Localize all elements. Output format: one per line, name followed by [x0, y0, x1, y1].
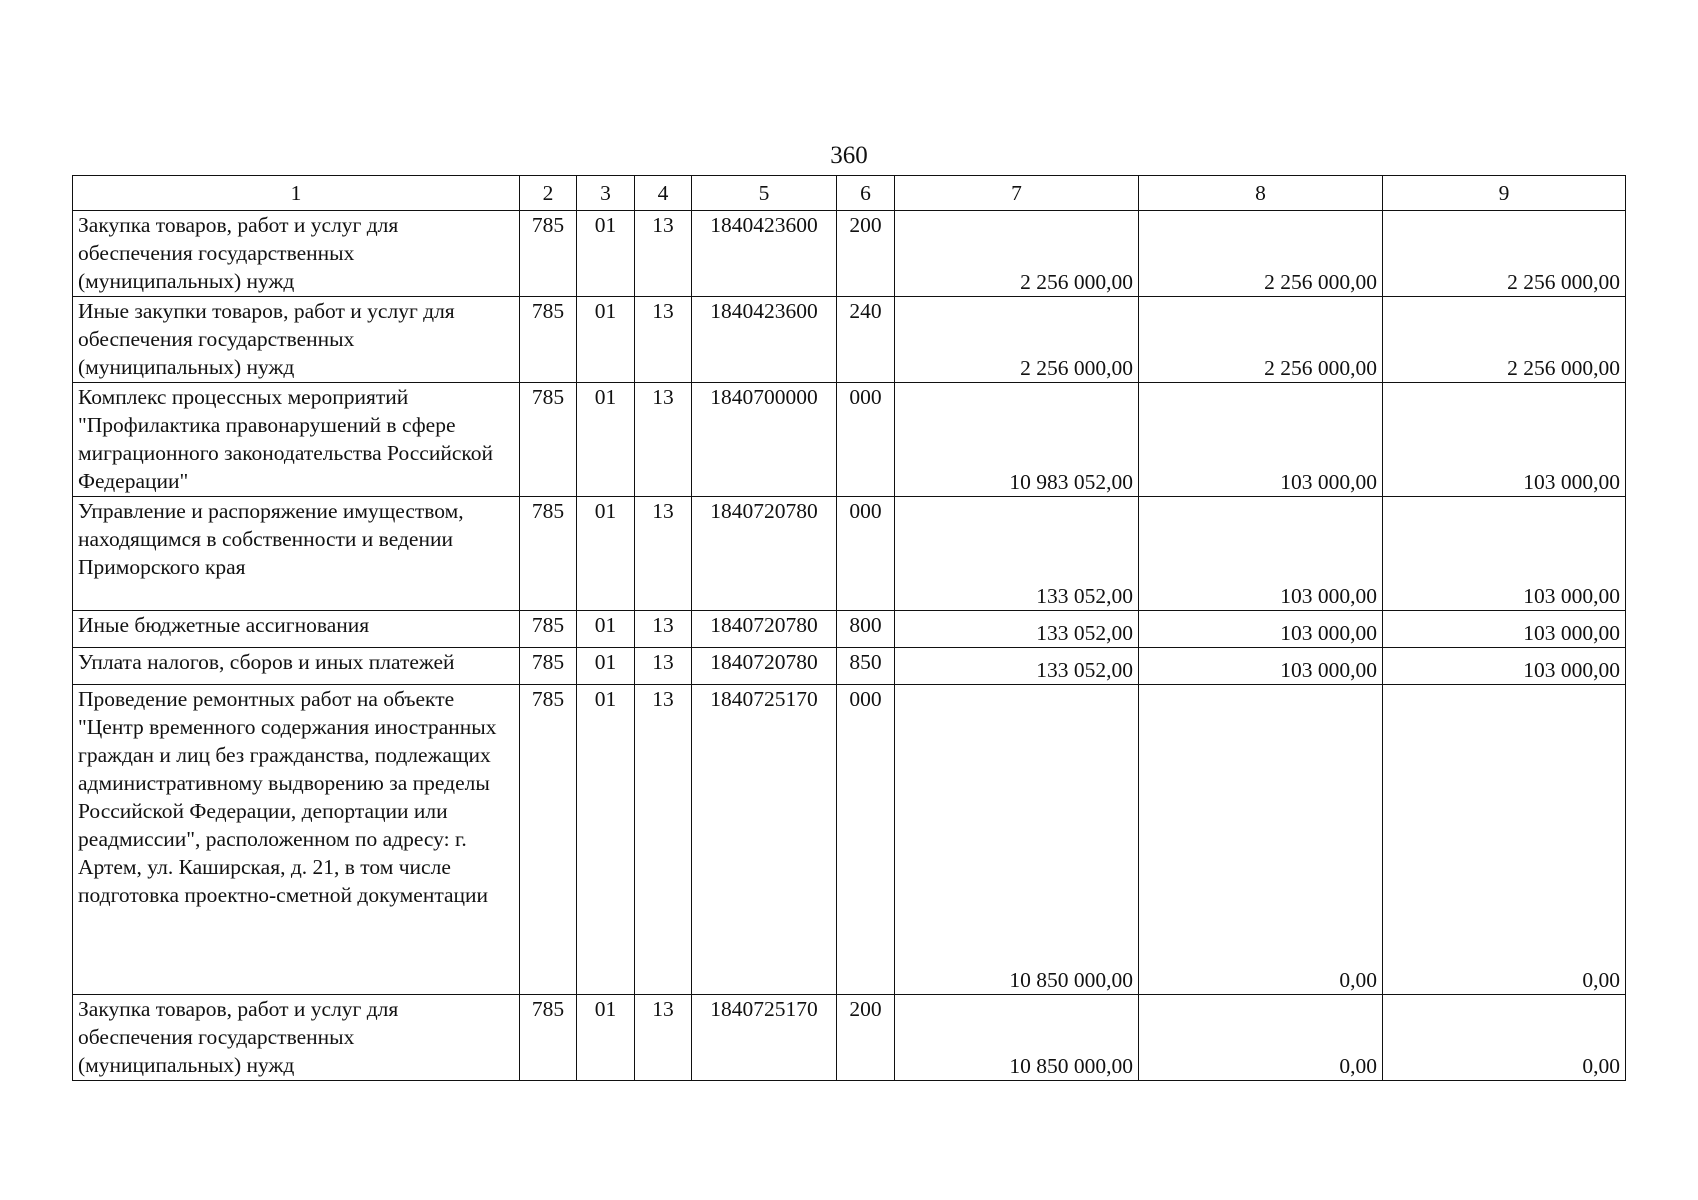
cell-subsection: 13: [635, 611, 692, 648]
cell-amount-8: 0,00: [1139, 685, 1383, 995]
cell-target-article: 1840720780: [692, 497, 837, 611]
column-header: 3: [577, 176, 635, 211]
cell-section: 01: [577, 497, 635, 611]
cell-amount-7: 133 052,00: [895, 648, 1139, 685]
cell-target-article: 1840700000: [692, 383, 837, 497]
cell-code: 785: [520, 648, 577, 685]
column-header: 7: [895, 176, 1139, 211]
cell-expense-type: 200: [837, 995, 895, 1081]
cell-section: 01: [577, 383, 635, 497]
cell-amount-7: 10 850 000,00: [895, 995, 1139, 1081]
cell-expense-type: 800: [837, 611, 895, 648]
column-header: 4: [635, 176, 692, 211]
page-number: 360: [830, 142, 868, 169]
cell-amount-9: 2 256 000,00: [1383, 297, 1626, 383]
table-row: [73, 648, 1626, 685]
table-row: [73, 611, 1626, 648]
cell-subsection: 13: [635, 383, 692, 497]
row-name: Закупка товаров, работ и услуг для обеспечения государственных (муниципальных) нужд: [73, 995, 520, 1081]
cell-section: 01: [577, 297, 635, 383]
column-header: 9: [1383, 176, 1626, 211]
cell-amount-8: 0,00: [1139, 995, 1383, 1081]
cell-section: 01: [577, 611, 635, 648]
table-row: [73, 297, 1626, 383]
column-header: 1: [73, 176, 520, 211]
cell-amount-7: 2 256 000,00: [895, 211, 1139, 297]
cell-expense-type: 850: [837, 648, 895, 685]
cell-amount-8: 2 256 000,00: [1139, 211, 1383, 297]
cell-expense-type: 240: [837, 297, 895, 383]
column-header: 6: [837, 176, 895, 211]
cell-amount-7: 10 983 052,00: [895, 383, 1139, 497]
column-header: 2: [520, 176, 577, 211]
cell-amount-9: 103 000,00: [1383, 497, 1626, 611]
cell-code: 785: [520, 297, 577, 383]
cell-target-article: 1840720780: [692, 611, 837, 648]
cell-target-article: 1840725170: [692, 995, 837, 1081]
cell-section: 01: [577, 995, 635, 1081]
cell-amount-8: 103 000,00: [1139, 497, 1383, 611]
cell-subsection: 13: [635, 995, 692, 1081]
cell-amount-9: 103 000,00: [1383, 648, 1626, 685]
cell-code: 785: [520, 497, 577, 611]
cell-expense-type: 200: [837, 211, 895, 297]
cell-amount-9: 103 000,00: [1383, 611, 1626, 648]
cell-amount-9: 0,00: [1383, 685, 1626, 995]
table-header-row: [73, 176, 1626, 211]
cell-amount-7: 10 850 000,00: [895, 685, 1139, 995]
cell-target-article: 1840423600: [692, 297, 837, 383]
cell-section: 01: [577, 211, 635, 297]
cell-target-article: 1840423600: [692, 211, 837, 297]
column-header: 8: [1139, 176, 1383, 211]
table-row: [73, 497, 1626, 611]
cell-amount-8: 2 256 000,00: [1139, 297, 1383, 383]
cell-code: 785: [520, 383, 577, 497]
cell-expense-type: 000: [837, 685, 895, 995]
cell-subsection: 13: [635, 297, 692, 383]
cell-amount-9: 103 000,00: [1383, 383, 1626, 497]
cell-subsection: 13: [635, 211, 692, 297]
cell-subsection: 13: [635, 685, 692, 995]
cell-amount-7: 2 256 000,00: [895, 297, 1139, 383]
cell-amount-8: 103 000,00: [1139, 648, 1383, 685]
cell-expense-type: 000: [837, 497, 895, 611]
table-row: [73, 383, 1626, 497]
cell-target-article: 1840720780: [692, 648, 837, 685]
row-name: Управление и распоряжение имуществом, находящимся в собственности и ведении Приморского края: [73, 497, 520, 611]
row-name: Иные закупки товаров, работ и услуг для обеспечения государственных (муниципальных) нужд: [73, 297, 520, 383]
cell-amount-9: 2 256 000,00: [1383, 211, 1626, 297]
cell-code: 785: [520, 611, 577, 648]
cell-section: 01: [577, 648, 635, 685]
table-row: [73, 685, 1626, 995]
cell-subsection: 13: [635, 648, 692, 685]
cell-code: 785: [520, 211, 577, 297]
cell-amount-8: 103 000,00: [1139, 611, 1383, 648]
cell-code: 785: [520, 995, 577, 1081]
column-header: 5: [692, 176, 837, 211]
cell-target-article: 1840725170: [692, 685, 837, 995]
row-name: Иные бюджетные ассигнования: [73, 611, 520, 648]
cell-amount-7: 133 052,00: [895, 611, 1139, 648]
cell-subsection: 13: [635, 497, 692, 611]
row-name: Проведение ремонтных работ на объекте "Центр временного содержания иностранных граждан и лиц без гражданства, подлежащих административному выдворению за пределы Российской Федерации, депортации или реадмиссии", расположенном по адресу: г. Артем, ул. Каширская, д. 21, в том числе подготовка проектно-сметной документации: [73, 685, 520, 995]
row-name: Закупка товаров, работ и услуг для обеспечения государственных (муниципальных) нужд: [73, 211, 520, 297]
cell-amount-7: 133 052,00: [895, 497, 1139, 611]
cell-amount-9: 0,00: [1383, 995, 1626, 1081]
cell-code: 785: [520, 685, 577, 995]
cell-amount-8: 103 000,00: [1139, 383, 1383, 497]
table-row: [73, 995, 1626, 1081]
budget-table: [72, 175, 1626, 1081]
row-name: Уплата налогов, сборов и иных платежей: [73, 648, 520, 685]
table-row: [73, 211, 1626, 297]
row-name: Комплекс процессных мероприятий "Профилактика правонарушений в сфере миграционного законодательства Российской Федерации": [73, 383, 520, 497]
cell-section: 01: [577, 685, 635, 995]
cell-expense-type: 000: [837, 383, 895, 497]
